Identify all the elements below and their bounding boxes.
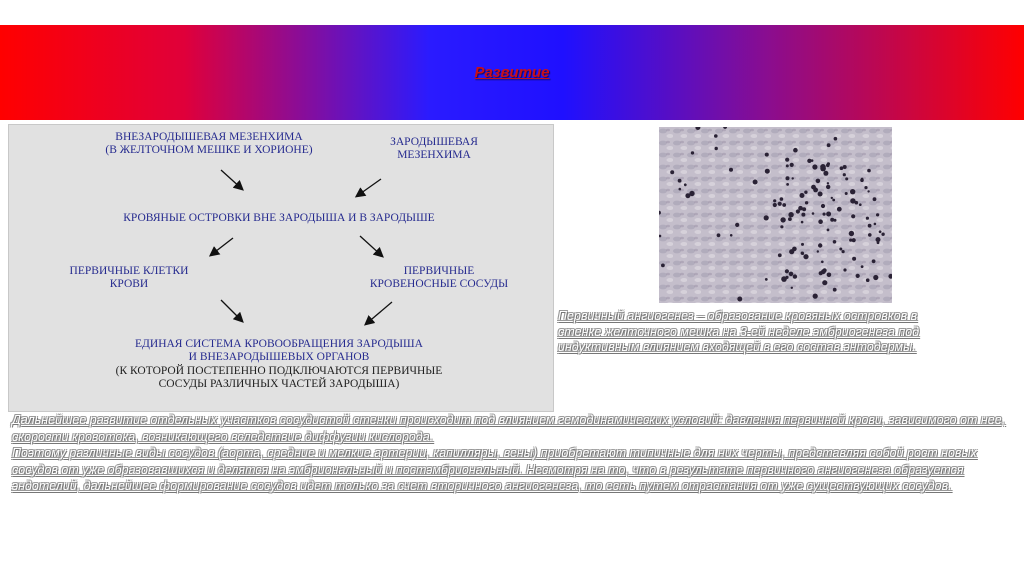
nucleus-dot (849, 239, 852, 242)
nucleus-dot (691, 151, 694, 154)
nucleus-dot (826, 185, 830, 189)
nucleus-dot (786, 164, 789, 167)
nucleus-dot (833, 288, 837, 292)
nucleus-dot (813, 294, 818, 299)
nucleus-dot (684, 183, 687, 186)
nucleus-dot (813, 188, 818, 193)
nucleus-dot (818, 243, 822, 247)
slide-title: Развитие (474, 64, 550, 81)
nucleus-dot (827, 182, 829, 184)
nucleus-dot (730, 234, 733, 237)
nucleus-dot (830, 218, 834, 222)
nucleus-dot (823, 171, 828, 176)
nucleus-dot (833, 240, 837, 244)
nucleus-dot (780, 197, 784, 201)
nucleus-dot (790, 163, 794, 167)
nucleus-dot (834, 137, 838, 141)
nucleus-dot (786, 183, 789, 186)
nucleus-dot (856, 274, 860, 278)
nucleus-dot (778, 253, 782, 257)
nucleus-dot (679, 188, 682, 191)
nucleus-dot (859, 203, 862, 206)
body-text (12, 412, 1012, 495)
node-embryonic-mesenchyme: ЗАРОДЫШЕВАЯ МЕЗЕНХИМА (390, 136, 478, 161)
nucleus-dot (842, 250, 845, 253)
node-blood-islands: КРОВЯНЫЕ ОСТРОВКИ ВНЕ ЗАРОДЫША И В ЗАРОДЫШЕ (123, 212, 435, 224)
nucleus-dot (735, 223, 739, 227)
nucleus-dot (873, 197, 877, 201)
nucleus-dot (874, 223, 877, 226)
nucleus-dot (800, 206, 803, 209)
histology-micrograph (659, 127, 892, 303)
nucleus-dot (812, 164, 817, 169)
nucleus-dot (670, 170, 674, 174)
node-primary-vessels: ПЕРВИЧНЫЕ КРОВЕНОСНЫЕ СОСУДЫ (369, 265, 509, 290)
nucleus-dot (867, 169, 871, 173)
nucleus-dot (851, 214, 855, 218)
nucleus-dot (786, 176, 790, 180)
nucleus-dot (803, 254, 808, 259)
nucleus-dot (717, 233, 721, 237)
nucleus-dot (822, 280, 827, 285)
arrow-islands-to-vessels (360, 236, 382, 256)
nucleus-dot (839, 248, 842, 251)
nucleus-dot (778, 202, 782, 206)
nucleus-dot (801, 213, 805, 217)
nucleus-dot (872, 259, 876, 263)
paragraph-2: Поэтому различные виды сосудов (аорта, средние и мелкие артерии, капилляры, вены) приобретают типичные для них черты, представляя собой рост новых сосудов от уже образовавшихся и делятся на эмбриональный и постэмбриональный. Несмотря на то, что в результате первичного ангиогенеза образуется эндотелий, дальнейшее формирование сосудов идет только за счет вторичного ангиогенеза, то есть путем отрастания от уже существующих сосудов. (12, 446, 977, 493)
nucleus-dot (866, 217, 869, 220)
nucleus-dot (820, 164, 826, 170)
nucleus-dot (845, 177, 848, 180)
nucleus-dot (737, 297, 742, 302)
nucleus-dot (860, 178, 864, 182)
nucleus-dot (801, 243, 804, 246)
nucleus-dot (837, 207, 842, 212)
nucleus-dot (819, 271, 823, 275)
nucleus-dot (661, 264, 665, 268)
nucleus-dot (864, 186, 867, 189)
nucleus-dot (780, 217, 785, 222)
nucleus-dot (843, 173, 846, 176)
nucleus-dot (823, 213, 826, 216)
nucleus-dot (879, 230, 882, 233)
nucleus-dot (791, 287, 793, 289)
arrow-cells-to-system (221, 300, 242, 321)
nucleus-dot (753, 180, 758, 185)
nucleus-dot (826, 164, 830, 168)
nucleus-dot (850, 198, 855, 203)
node-extraembryonic-mesenchyme: ВНЕЗАРОДЫШЕВАЯ МЕЗЕНХИМА (В ЖЕЛТОЧНОМ МЕШКЕ И ХОРИОНЕ) (105, 131, 313, 156)
nucleus-dot (827, 229, 830, 232)
nucleus-dot (850, 189, 855, 194)
nucleus-dot (788, 212, 793, 217)
arrow-embryo-to-islands (357, 179, 381, 196)
nucleus-dot (789, 249, 794, 254)
arrow-islands-to-cells (211, 238, 233, 255)
nucleus-dot (843, 165, 847, 169)
nucleus-dot (827, 273, 832, 278)
nucleus-dot (765, 278, 768, 281)
paragraph-1: Дальнейшее развитие отдельных участков сосудистой стенки происходит под влиянием гемодинамических условий: давления первичной крови, зависимого от нее, скорости кровотока, возникающего вследствие диффузии кислорода. (12, 413, 1006, 444)
nucleus-dot (678, 179, 682, 183)
nucleus-dot (785, 276, 788, 279)
nucleus-dot (845, 192, 848, 195)
nucleus-dot (714, 134, 718, 138)
nucleus-dot (765, 169, 770, 174)
nucleus-dot (852, 257, 856, 261)
nucleus-dot (877, 241, 880, 244)
nucleus-dot (821, 204, 825, 208)
nucleus-dot (832, 199, 835, 202)
nucleus-dot (788, 217, 792, 221)
nucleus-dot (811, 159, 814, 162)
nucleus-dot (831, 197, 833, 199)
nucleus-dot (873, 275, 878, 280)
micrograph-caption: Первичный ангиогенез – образование кровяных островков в стенке желточного мешка на 3-ей неделе эмбриогенеза под индуктивным влиянием входящей в его состав энтодермы. (558, 309, 920, 354)
node-primary-blood-cells: ПЕРВИЧНЫЕ КЛЕТКИ КРОВИ (69, 265, 189, 290)
nucleus-dot (785, 158, 789, 162)
nucleus-dot (861, 265, 864, 268)
nucleus-dot (849, 231, 854, 236)
nucleus-dot (792, 177, 794, 179)
nucleus-dot (821, 261, 824, 264)
nucleus-dot (804, 191, 807, 194)
nucleus-dot (816, 179, 821, 184)
nucleus-dot (801, 252, 804, 255)
nucleus-dot (764, 215, 769, 220)
nucleus-dot (802, 207, 806, 211)
nucleus-dot (793, 148, 798, 153)
nucleus-dot (812, 212, 815, 215)
nucleus-dot (868, 233, 872, 237)
development-scheme (8, 124, 554, 412)
nucleus-dot (689, 191, 694, 196)
nucleus-dot (827, 143, 831, 147)
nucleus-dot (843, 268, 846, 271)
nucleus-dot (817, 250, 819, 252)
nucleus-dot (866, 278, 870, 282)
nucleus-dot (881, 233, 884, 236)
nucleus-dot (867, 190, 869, 192)
arrow-vessels-to-system (366, 302, 392, 324)
nucleus-dot (793, 274, 797, 278)
arrow-extra-to-islands (221, 170, 242, 189)
nucleus-dot (868, 224, 872, 228)
nucleus-dot (785, 269, 789, 273)
nucleus-dot (805, 201, 808, 204)
nucleus-dot (765, 153, 769, 157)
nucleus-dot (782, 203, 786, 207)
nucleus-dot (789, 272, 794, 277)
nucleus-dot (800, 193, 803, 196)
node-unified-circulation: ЕДИНАЯ СИСТЕМА КРОВООБРАЩЕНИЯ ЗАРОДЫША И ВНЕЗАРОДЫШЕВЫХ ОРГАНОВ (135, 338, 423, 363)
nucleus-dot (818, 192, 823, 197)
nucleus-dot (729, 168, 733, 172)
nucleus-dot (715, 147, 718, 150)
node-unified-note: (К КОТОРОЙ ПОСТЕПЕННО ПОДКЛЮЧАЮТСЯ ПЕРВИЧНЫЕ СОСУДЫ РАЗЛИЧНЫХ ЧАСТЕЙ ЗАРОДЫША) (115, 365, 443, 390)
nucleus-dot (801, 221, 804, 224)
nucleus-dot (840, 166, 844, 170)
nucleus-dot (826, 212, 831, 217)
nucleus-dot (773, 199, 776, 202)
nucleus-dot (876, 213, 879, 216)
nucleus-dot (818, 219, 823, 224)
nucleus-dot (780, 225, 783, 228)
nucleus-dot (773, 203, 777, 207)
